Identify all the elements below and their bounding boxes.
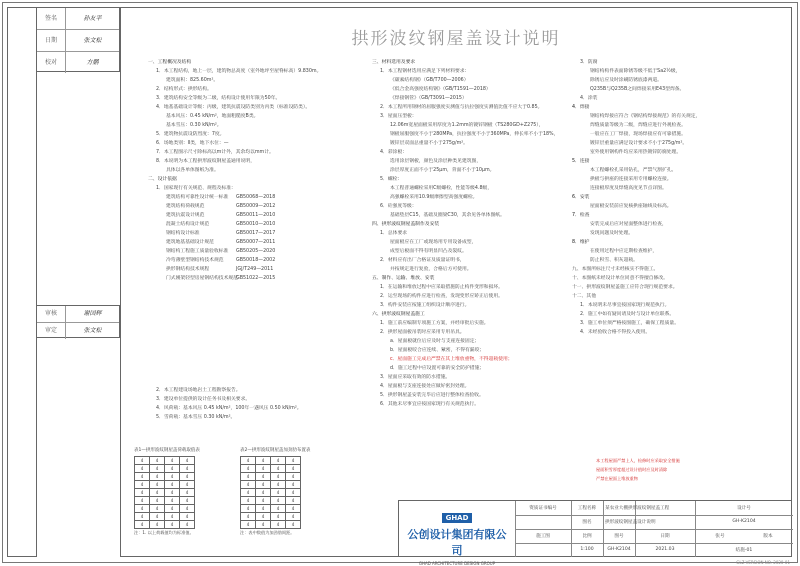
- table-cell: 4: [241, 505, 256, 513]
- standard-code: GB50018—2002: [236, 258, 276, 263]
- table-cell: 4: [165, 505, 180, 513]
- scale-value: 1:100: [580, 547, 594, 552]
- project-name: 某农业大棚拱形波纹钢屋盖工程: [605, 506, 670, 511]
- table-row: [241, 457, 301, 465]
- table-row: [241, 465, 301, 473]
- standard-name: 拱形钢结构技术规程: [166, 267, 210, 272]
- table-cell: 4: [286, 465, 301, 473]
- scale-label: 比例: [582, 534, 592, 539]
- note-line: 2．材料应有出厂合格证及质量证明书，: [380, 258, 465, 263]
- table-cell: 4: [165, 489, 180, 497]
- table-cell: 4: [135, 505, 150, 513]
- table-cell: 4: [165, 473, 180, 481]
- version-footer: GLZ VERSION NO. 2020-01: [736, 560, 790, 565]
- note-line: Q235B与Q235B之间焊接采用E43型焊条。: [590, 87, 685, 92]
- note-line: 本工程普通螺栓采用C级螺栓，性能等级4.8级，: [390, 186, 493, 191]
- notes-column-1: [148, 58, 322, 193]
- drawing-name: 拱形波纹钢屋盖设计说明: [605, 520, 656, 525]
- table-cell: 4: [241, 513, 256, 521]
- table-cell: 4: [241, 521, 256, 529]
- note-line: 基本风压：0.45 kN/m²，地面粗糙度B类。: [166, 114, 259, 119]
- standard-row: [166, 211, 316, 220]
- table-cell: 4: [165, 497, 180, 505]
- note-line: 5．连接: [572, 159, 590, 164]
- note-line: 1．施工前应编制专项施工方案，并经审批后实施。: [380, 321, 489, 326]
- note-line: 7．本工程图示尺寸除标高以m计外，其余均以mm计。: [156, 150, 274, 155]
- standard-code: GB50009—2012: [236, 204, 276, 209]
- note-line: 1．总体要求: [380, 231, 408, 236]
- note-line: 成型后板面不得有明显凹凸及裂纹。: [390, 249, 467, 254]
- table-cell: 4: [286, 513, 301, 521]
- standard-code: GB50010—2010: [236, 222, 276, 227]
- table-cell: 4: [180, 489, 195, 497]
- table-cell: 4: [165, 513, 180, 521]
- note-line: 在使用过程中应定期检查维护，: [590, 249, 658, 254]
- note-line: 基本雪压：0.30 kN/m²。: [166, 123, 222, 128]
- standard-name: 门式刚架轻型房屋钢结构技术规范: [166, 276, 238, 281]
- note-line: 2．拱形屋面板吊装时应采用专用吊具。: [380, 330, 465, 335]
- company-name: 公创设计集团有限公司: [407, 528, 507, 557]
- table-row: [135, 521, 195, 529]
- table-row: [241, 489, 301, 497]
- table-cell: 4: [135, 497, 150, 505]
- standard-row: [166, 229, 316, 238]
- table-cell: 4: [271, 457, 286, 465]
- note-line: 2．本工程所用钢材的屈服强度实测值与抗拉强度实测值比值不应大于0.85。: [380, 105, 543, 110]
- note-line: 4．地基基础设计等级：丙级，建筑抗震设防类别为丙类（标准设防类）。: [156, 105, 311, 110]
- note-line: 选用涂层钢板，颜色及涂层种类见建筑图，: [390, 159, 482, 164]
- table-cell: 4: [271, 489, 286, 497]
- table-cell: 4: [286, 473, 301, 481]
- standard-row: [166, 220, 316, 229]
- table-cell: 4: [135, 465, 150, 473]
- note-line: 发现问题及时处理。: [590, 231, 634, 236]
- note-line: 九、本图所标注尺寸未经核实不得施工。: [572, 267, 659, 272]
- table-cell: 4: [256, 513, 271, 521]
- table-cell: 4: [256, 497, 271, 505]
- table-cell: 4: [286, 481, 301, 489]
- table-cell: 4: [241, 481, 256, 489]
- table-cell: 4: [271, 513, 286, 521]
- dept-label: 施工图: [536, 534, 550, 539]
- signature-row: 签名 孙友平: [37, 8, 119, 30]
- table1-note: 注：1. 以上荷载值均为标准值。: [134, 530, 194, 535]
- standard-name: 钢结构设计标准: [166, 231, 200, 236]
- table-cell: 4: [165, 457, 180, 465]
- standard-code: GB51022—2015: [236, 276, 276, 281]
- design-no-value: GH-K2104: [732, 519, 756, 524]
- table-cell: 4: [180, 457, 195, 465]
- notes-column-3: [572, 58, 757, 337]
- note-line: 涂层厚度正面不小于25μm，背面不小于10μm。: [390, 168, 495, 173]
- table2-caption: 表2—拱形波纹钢屋盖加劲肋布置表: [240, 448, 311, 453]
- table-cell: 4: [180, 465, 195, 473]
- note-line: 除锈后应及时涂刷防锈底漆两道。: [590, 78, 662, 83]
- table-cell: 4: [241, 465, 256, 473]
- note-line: 四、拱形波纹钢屋盖制作及安装: [372, 222, 440, 227]
- table-row: [135, 497, 195, 505]
- table-cell: 4: [241, 457, 256, 465]
- note-line: 4．彩涂板：: [380, 150, 408, 155]
- note-line: 3．防腐: [580, 60, 598, 65]
- note-line: 5．螺栓：: [380, 177, 403, 182]
- table-cell: 4: [135, 457, 150, 465]
- standard-row: [166, 202, 316, 211]
- table-cell: 4: [150, 473, 165, 481]
- date-label: 日期: [660, 534, 670, 539]
- load-table: [134, 456, 195, 529]
- note-line: 拱板与拱座的连接采用专用螺栓连接。: [590, 177, 672, 182]
- table-cell: 4: [256, 457, 271, 465]
- table-row: [135, 473, 195, 481]
- note-line: 1．国家现行有关规范、规程及标准：: [156, 186, 236, 191]
- note-line: 《焊接钢管》（GB/T3091—2015）: [390, 96, 467, 101]
- table-row: [241, 513, 301, 521]
- note-line: 5．拱形钢屋盖安装完毕后应进行整体检查验收。: [380, 393, 484, 398]
- signature-row: 审定 张文松: [37, 323, 119, 339]
- note-line: 6．安装: [572, 195, 590, 200]
- note-line: 7．检查: [572, 213, 590, 218]
- note-line: 3．建设单位提供的设计任务书及相关要求。: [156, 397, 251, 402]
- warning-note: 本工程屋面严禁上人，检修时应采取安全措施: [596, 458, 680, 463]
- sheet-label: 张号: [715, 534, 725, 539]
- warning-note: 屋面积雪厚度超过设计值时应及时清除: [596, 467, 668, 472]
- note-line: 3．建筑结构安全等级为二级，结构设计使用年限为50年。: [156, 96, 281, 101]
- note-line: 十、本图纸未经设计单位同意不得擅自修改。: [572, 276, 668, 281]
- table-cell: 4: [180, 521, 195, 529]
- warning-note: 严禁在屋面上堆放重物: [596, 476, 638, 481]
- note-line: 钢结构焊接应符合《钢结构焊接规范》的有关规定，: [590, 114, 701, 119]
- signature-row: 审核 谢国辉: [37, 306, 119, 323]
- table-cell: 4: [241, 473, 256, 481]
- table-cell: 4: [165, 521, 180, 529]
- note-line: d．施工过程中应设置可靠的安全防护措施；: [390, 366, 485, 371]
- standard-code: GB50011—2010: [236, 213, 276, 218]
- note-line: 连接板厚度及焊缝高度见节点详图。: [590, 186, 667, 191]
- note-line: 十二、其他: [572, 294, 596, 299]
- note-line: 高强螺栓采用10.9级摩擦型高强度螺栓。: [390, 195, 478, 200]
- note-line: 6．场地类别：Ⅱ类，地下水位：—: [156, 141, 229, 146]
- table-cell: 4: [135, 473, 150, 481]
- note-line: 钢板屈服强度不小于280MPa，抗拉强度不小于360MPa，伸长率不小于18%，: [390, 132, 559, 137]
- table-cell: 4: [180, 497, 195, 505]
- note-line: 8．维护: [572, 240, 590, 245]
- note-line: 十一、拱形波纹钢屋盖施工应符合现行规范要求。: [572, 285, 678, 290]
- table-row: [135, 457, 195, 465]
- design-no-label: 设计号: [737, 506, 751, 511]
- standard-name: 混凝土结构设计规范: [166, 222, 210, 227]
- note-line: a．屋面板就位后应及时与支座连接固定；: [390, 339, 480, 344]
- standard-name: 建筑抗震设计规范: [166, 213, 205, 218]
- note-line: 3．屋面压型板：: [380, 114, 417, 119]
- drawing-no-label: 图号: [614, 534, 624, 539]
- notes-column-1b: [148, 386, 318, 422]
- note-line: 室外使用钢构件均应采用热镀锌防腐处理。: [590, 150, 682, 155]
- table-cell: 4: [165, 481, 180, 489]
- note-line: 2．结构形式：拱形结构。: [156, 87, 212, 92]
- table-cell: 4: [286, 521, 301, 529]
- note-line: 本工程螺栓孔采用钻孔，严禁气割扩孔。: [590, 168, 677, 173]
- table-row: [241, 497, 301, 505]
- stiffener-table: [240, 456, 301, 529]
- note-line: c．屋面施工完成后严禁在其上堆放重物，不得超载使用；: [390, 357, 513, 362]
- note-line: 1．本说明未尽事宜按国家现行规范执行。: [580, 303, 670, 308]
- signature-row: 校对 方鹏: [37, 52, 119, 73]
- note-line: 一般应在工厂焊接，现场焊接应有可靠措施。: [590, 132, 686, 137]
- cert-label: 资质证书编号: [529, 506, 557, 511]
- company-logo: [403, 505, 511, 566]
- standard-name: 冷弯薄壁型钢结构技术规范: [166, 258, 224, 263]
- table-cell: 4: [150, 497, 165, 505]
- note-line: 三、材料选用及要求: [372, 60, 416, 65]
- note-line: 4．风荷载：基本风压 0.45 kN/m²，100年一遇风压 0.50 kN/m²。: [156, 406, 302, 411]
- company-english-name: GHAD ARCHITECTURE DESIGN GROUP: [418, 561, 496, 566]
- table-cell: 4: [271, 481, 286, 489]
- version-label: 版本: [763, 534, 773, 539]
- notes-column-2: [372, 58, 559, 409]
- standard-row: [166, 265, 316, 274]
- table-cell: 4: [256, 481, 271, 489]
- table-row: [241, 481, 301, 489]
- standard-row: [166, 238, 316, 247]
- standard-row: [166, 193, 316, 202]
- table-cell: 4: [180, 481, 195, 489]
- standard-name: 钢结构工程施工质量验收标准: [166, 249, 229, 254]
- note-line: 六、拱形波纹钢屋盖施工: [372, 312, 425, 317]
- note-line: 《碳素结构钢》（GB/T700—2006）: [390, 78, 469, 83]
- note-line: 屋面板应在工厂或现场用专用设备成型，: [390, 240, 477, 245]
- table-row: [135, 513, 195, 521]
- table-cell: 4: [135, 481, 150, 489]
- table-row: [135, 489, 195, 497]
- note-line: 镀锌层双面总重量不小于275g/m²。: [390, 141, 468, 146]
- table-cell: 4: [271, 473, 286, 481]
- table-cell: 4: [135, 513, 150, 521]
- table-cell: 4: [256, 489, 271, 497]
- table-cell: 4: [241, 489, 256, 497]
- note-line: 12.06m宽屋面板采用厚度为1.2mm的镀锌钢板（TS280GD+Z275），: [390, 123, 544, 128]
- table-cell: 4: [271, 505, 286, 513]
- note-line: 二、设计依据: [148, 177, 177, 182]
- sheet-value: 结施-01: [735, 548, 753, 553]
- note-line: 具体以各单体图纸为准。: [166, 168, 219, 173]
- standard-code: GB50068—2018: [236, 195, 276, 200]
- note-line: 5．雪荷载：基本雪压 0.30 kN/m²。: [156, 415, 236, 420]
- standard-row: [166, 247, 316, 256]
- note-line: 一、工程概况及结构: [148, 60, 192, 65]
- standard-name: 建筑结构可靠性设计统一标准: [166, 195, 229, 200]
- standard-name: 建筑地基基础设计规范: [166, 240, 214, 245]
- table-row: [135, 465, 195, 473]
- table-cell: 4: [180, 513, 195, 521]
- note-line: 5．建筑物抗震设防烈度：7度。: [156, 132, 225, 137]
- note-line: 3．施工单位须严格按图施工，确保工程质量。: [580, 321, 679, 326]
- table-cell: 4: [286, 505, 301, 513]
- signature-row: 日期 张文松: [37, 30, 119, 52]
- note-line: 钢结构构件表面除锈等级不低于Sa2½级，: [590, 69, 681, 74]
- table-cell: 4: [150, 457, 165, 465]
- standard-code: GB50017—2017: [236, 231, 276, 236]
- note-line: 2．本工程建设场地岩土工程勘察报告。: [156, 388, 241, 393]
- table-row: [241, 473, 301, 481]
- note-line: 2．运至现场的构件应进行检查，发现变形应矫正后使用。: [380, 294, 503, 299]
- table2-note: 注：表中数值为加劲肋间距。: [240, 530, 295, 535]
- table-cell: 4: [286, 489, 301, 497]
- note-line: 2．施工中如有疑问请及时与设计单位联系。: [580, 312, 675, 317]
- table-cell: 4: [135, 489, 150, 497]
- table-row: [135, 481, 195, 489]
- drawing-title: 拱形波纹钢屋盖设计说明: [351, 29, 561, 49]
- note-line: 1．本工程钢材选用应满足下列材料要求：: [380, 69, 470, 74]
- table1-caption: 表1—拱形波纹钢屋盖荷载取值表: [134, 448, 200, 453]
- table-cell: 4: [150, 513, 165, 521]
- standard-row: [166, 274, 316, 283]
- standard-name: 建筑结构荷载规范: [166, 204, 205, 209]
- date-value: 2021.03: [655, 547, 675, 552]
- note-line: 防止积雪、积灰超载。: [590, 258, 638, 263]
- note-line: 4．未经验收合格不得投入使用。: [580, 330, 651, 335]
- note-line: 4．涂装: [580, 96, 598, 101]
- table-row: [241, 505, 301, 513]
- table-cell: 4: [150, 481, 165, 489]
- signature-block-mid: [37, 305, 120, 338]
- standard-code: GB50007—2011: [236, 240, 276, 245]
- table-cell: 4: [286, 497, 301, 505]
- table-cell: 4: [150, 465, 165, 473]
- note-line: b．屋面板咬合应连续、紧密，不得有漏咬；: [390, 348, 485, 353]
- table-row: [135, 505, 195, 513]
- table-cell: 4: [135, 521, 150, 529]
- note-line: 《低合金高强度结构钢》（GB/T1591—2018）: [390, 87, 491, 92]
- note-line: 6．砼强度等级：: [380, 204, 417, 209]
- standard-row: [166, 256, 316, 265]
- table-cell: 4: [150, 521, 165, 529]
- table-cell: 4: [286, 457, 301, 465]
- table-cell: 4: [165, 465, 180, 473]
- table-cell: 4: [256, 473, 271, 481]
- table-cell: 4: [256, 521, 271, 529]
- binding-strip: [7, 7, 37, 557]
- note-line: 屋面板安装前应复核拱座轴线及标高。: [590, 204, 672, 209]
- note-line: 3．屋面应采取有效的防水措施。: [380, 375, 451, 380]
- standards-list: [166, 193, 316, 283]
- table-cell: 4: [256, 465, 271, 473]
- table-cell: 4: [150, 489, 165, 497]
- signature-block-top: [37, 7, 120, 72]
- note-line: 安装完成后应对屋面整体进行检查，: [590, 222, 667, 227]
- table-cell: 4: [180, 473, 195, 481]
- note-line: 建筑面积：825.60m²。: [166, 78, 219, 83]
- note-line: 五、制作、运输、堆放、安装: [372, 276, 435, 281]
- table-cell: 4: [241, 497, 256, 505]
- note-line: 基础垫层C15，基础及圈梁C30，其余见各单体图纸。: [390, 213, 505, 218]
- drawing-label: 图名: [582, 520, 592, 525]
- table-cell: 4: [271, 497, 286, 505]
- table-cell: 4: [271, 465, 286, 473]
- note-line: 焊缝质量等级为二级，焊缝应进行外观检查。: [590, 123, 686, 128]
- note-line: 6．其他未尽事宜应按国家现行有关规范执行。: [380, 402, 479, 407]
- note-line: 3．构件安装应按施工组织设计顺序进行。: [380, 303, 470, 308]
- table-cell: 4: [271, 521, 286, 529]
- note-line: 1．本工程结构，地上一层，建筑物总高度（室外地坪至屋脊标高）9.830m。: [156, 69, 322, 74]
- note-line: 1．在运输和堆放过程中应采取措施防止构件变形和损坏。: [380, 285, 503, 290]
- table-cell: 4: [180, 505, 195, 513]
- note-line: 4．焊接: [572, 105, 590, 110]
- table-row: [241, 521, 301, 529]
- logo-mark: GHAD: [442, 513, 473, 523]
- note-line: 镀锌层重量应满足设计要求不小于275g/m²。: [590, 141, 688, 146]
- note-line: 8．本说明为本工程拱形波纹钢屋盖通用说明，: [156, 159, 255, 164]
- note-line: 并按规定进行复验，合格后方可使用。: [390, 267, 472, 272]
- table-cell: 4: [150, 505, 165, 513]
- standard-code: GB50205—2020: [236, 249, 276, 254]
- note-line: 4．屋面板与支座连接处应做好密封处理。: [380, 384, 470, 389]
- project-label: 工程名称: [577, 506, 597, 511]
- drawing-no-value: GH-K2104: [607, 547, 631, 552]
- standard-code: JGJ/T249—2011: [236, 267, 274, 272]
- table-cell: 4: [256, 505, 271, 513]
